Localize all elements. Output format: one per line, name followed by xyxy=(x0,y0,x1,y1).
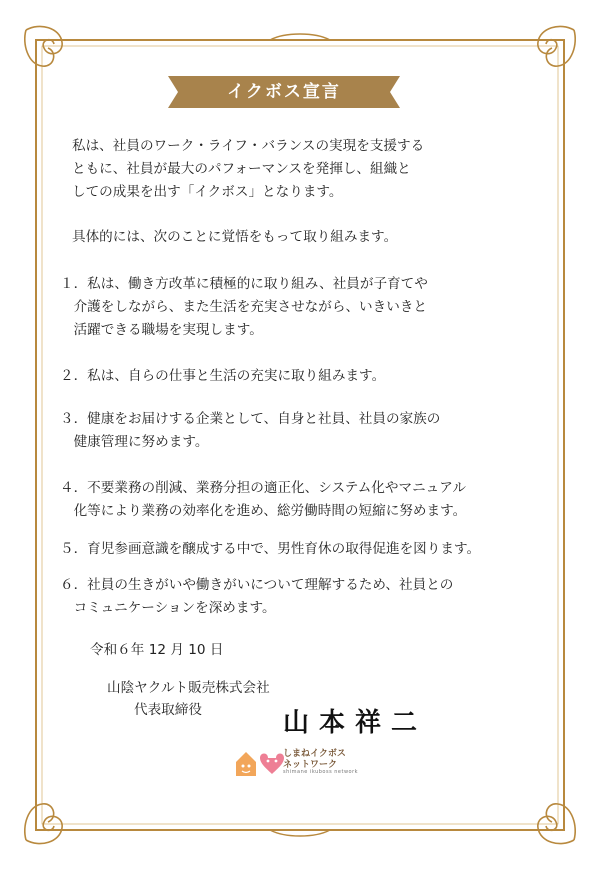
logo-text-line-2: ネットワーク xyxy=(283,760,338,770)
item-4-line-2: 化等により業務の効率化を進め、総労働時間の短縮に努めます。 xyxy=(60,503,467,519)
item-3-line-2: 健康管理に努めます。 xyxy=(60,434,209,450)
item-4-line-1: ４．不要業務の削減、業務分担の適正化、システム化やマニュアル xyxy=(60,480,466,496)
item-1-line-1: １．私は、働き方改革に積極的に取り組み、社員が子育てや xyxy=(60,276,428,292)
declaration-item-4 xyxy=(60,477,466,523)
declaration-item-3 xyxy=(60,408,440,454)
logo-text-line-1: しまねイクボス xyxy=(283,749,346,759)
lead-sentence: 具体的には、次のことに覚悟をもって取り組みます。 xyxy=(72,229,398,245)
intro-paragraph xyxy=(72,135,424,204)
declaration-date: 令和６年 12 月 10 日 xyxy=(90,642,224,658)
intro-line-2: ともに、社員が最大のパフォーマンスを発揮し、組織と xyxy=(72,161,411,177)
intro-line-3: しての成果を出す「イクボス」となります。 xyxy=(72,184,343,200)
item-6-line-2: コミュニケーションを深めます。 xyxy=(60,600,276,616)
page-title: イクボス宣言 xyxy=(227,82,341,102)
item-1-line-2: 介護をしながら、また生活を充実させながら、いきいきと xyxy=(60,299,428,315)
signature: 山本祥二 xyxy=(283,708,428,738)
item-6-line-1: ６．社員の生きがいや働きがいについて理解するため、社員との xyxy=(60,577,454,593)
item-2-line-1: ２．私は、自らの仕事と生活の充実に取り組みます。 xyxy=(60,368,386,384)
declaration-item-5 xyxy=(60,538,480,561)
declaration-item-1 xyxy=(60,273,428,342)
item-3-line-1: ３．健康をお届けする企業として、自身と社員、社員の家族の xyxy=(60,411,441,427)
item-1-line-3: 活躍できる職場を実現します。 xyxy=(60,322,263,338)
declaration-item-6 xyxy=(60,574,453,620)
intro-line-1: 私は、社員のワーク・ライフ・バランスの実現を支援する xyxy=(72,138,425,154)
item-5-line-1: ５．育児参画意識を醸成する中で、男性育休の取得促進を図ります。 xyxy=(60,541,481,557)
declaration-item-2 xyxy=(60,365,385,388)
signer-title: 代表取締役 xyxy=(134,702,202,718)
logo-text-line-3: shimane ikuboss network xyxy=(283,769,359,775)
company-name: 山陰ヤクルト販売株式会社 xyxy=(107,680,270,696)
